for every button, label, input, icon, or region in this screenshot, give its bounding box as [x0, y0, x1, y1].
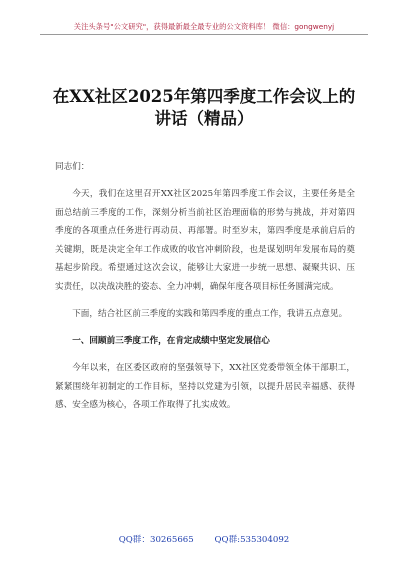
footer: [0, 534, 408, 546]
body-paragraph-1: 今天，我们在这里召开XX社区2025年第四季度工作会议，主要任务是全面总结前三季度的工作，深刻分析当前社区治理面临的形势与挑战，并对第四季度的各项重点任务进行再动员、再部署。时至岁末，第四季度是承前启后的关键期，既是决定全年工作成败的收官冲刺阶段，也是谋划明年发展布局的奠基起步阶段。希望通过这次会议，能够让大家进一步统一思想、凝聚共识、压实责任，以决战决胜的姿态、全力冲刺，确保年度各项目标任务圆满完成。: [55, 188, 355, 292]
body-paragraph-2: 下面，结合社区前三季度的实践和第四季度的重点工作，我讲五点意见。: [72, 308, 348, 319]
footer-qq-group-2: QQ群:535304092: [214, 535, 290, 545]
footer-qq-group-1: QQ群：30265665: [118, 535, 194, 545]
document-title: [40, 86, 368, 130]
document-body: [55, 158, 355, 415]
section-heading-1: 一、回顾前三季度工作，在肯定成绩中坚定发展信心: [72, 335, 270, 346]
body-paragraph-3: 今年以来，在区委区政府的坚强领导下，XX社区党委带领全体干部职工，紧紧围绕年初制定的工作目标，坚持以党建为引领，以提升居民幸福感、获得感、安全感为核心，各项工作取得了扎实成效。: [55, 362, 355, 411]
header-banner: 关注头条号"公文研究"，获得最新最全最专业的公文资料库！ 微信：gongwenyj: [40, 22, 368, 35]
salutation: 同志们：: [55, 162, 90, 172]
title-line-1: 在XX社区2025年第四季度工作会议上的: [52, 87, 356, 106]
title-line-2: 讲话（精品）: [154, 109, 254, 128]
